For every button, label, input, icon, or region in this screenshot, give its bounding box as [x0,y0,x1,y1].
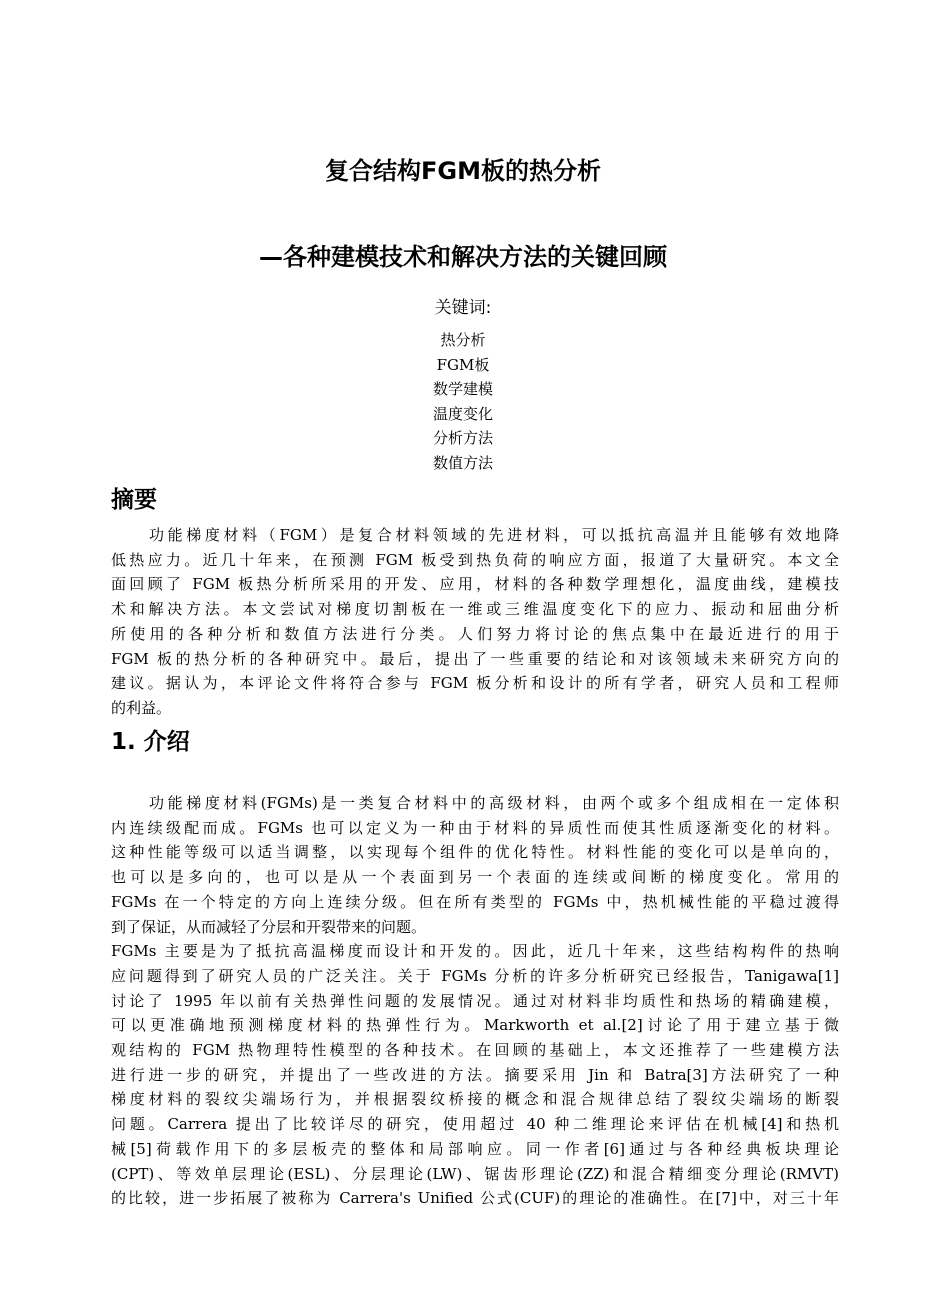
intro-line: 梯度材料的裂纹尖端场行为，并根据裂纹桥接的概念和混合规律总结了裂纹尖端场的断裂 [111,1090,839,1109]
introduction-body [111,791,839,1211]
intro-line: FGMs 主要是为了抵抗高温梯度而设计和开发的。因此，近几十年来，这些结构构件的热响 [111,942,839,961]
abstract-body [111,523,839,721]
intro-line: 到了保证，从而减轻了分层和开裂带来的问题。 [111,917,427,936]
intro-line: (CPT)、等效单层理论(ESL)、分层理论(LW)、锯齿形理论(ZZ)和混合精细变分理论(RMVT) [111,1164,839,1183]
abstract-line: FGM 板的热分析的各种研究中。最后，提出了一些重要的结论和对该领域未来研究方向的 [111,649,839,668]
abstract-line: 术和解决方法。本文尝试对梯度切割板在一维或三维温度变化下的应力、振动和屈曲分析 [111,600,839,619]
intro-line: 内连续级配而成。FGMs 也可以定义为一种由于材料的异质性而使其性质逐渐变化的材料。 [111,818,839,837]
intro-line: 观结构的 FGM 热物理特性模型的各种技术。在回顾的基础上，本文还推荐了一些建模方法 [111,1041,839,1060]
abstract-line: 的利益。 [111,698,172,717]
intro-line: 这种性能等级可以适当调整，以实现每个组件的优化特性。材料性能的变化可以是单向的， [111,843,839,862]
intro-line: 也可以是多向的，也可以是从一个表面到另一个表面的连续或间断的梯度变化。常用的 [111,868,839,887]
keyword-item: 数学建模 [432,380,493,398]
intro-line: 可以更准确地预测梯度材料的热弹性行为。Markworth et al.[2]讨论了用于建立基于微 [111,1016,839,1035]
abstract-line: 面回顾了 FGM 板热分析所采用的开发、应用，材料的各种数学理想化，温度曲线，建模技 [111,575,839,594]
keyword-item: FGM板 [436,355,490,374]
keyword-item: 分析方法 [432,429,493,447]
abstract-line: 所使用的各种分析和数值方法进行分类。人们努力将讨论的焦点集中在最近进行的用于 [111,624,839,643]
intro-line: 问题。Carrera 提出了比较详尽的研究，使用超过 40 种二维理论来评估在机械[4]和热机 [111,1115,839,1134]
intro-line: 的比较，进一步拓展了被称为 Carrera's Unified 公式(CUF)的理论的准确性。在[7]中，对三十年 [111,1189,839,1208]
keywords-label: 关键词: [434,298,492,318]
abstract-line: 功能梯度材料（FGM）是复合材料领域的先进材料，可以抵抗高温并且能够有效地降 [149,526,839,544]
abstract-heading: 摘要 [111,487,157,513]
keyword-item: 温度变化 [432,404,493,423]
intro-line: 功能梯度材料(FGMs)是一类复合材料中的高级材料，由两个或多个组成相在一定体积 [149,794,839,812]
intro-line: 进行进一步的研究，并提出了一些改进的方法。摘要采用 Jin 和 Batra[3]方法研究了一种 [111,1065,839,1084]
paper-subtitle: —各种建模技术和解决方法的关键回顾 [259,243,667,271]
intro-line: 讨论了 1995 年以前有关热弹性问题的发展情况。通过对材料非均质性和热场的精确建模， [111,991,839,1010]
abstract-line: 低热应力。近几十年来，在预测 FGM 板受到热负荷的响应方面，报道了大量研究。本文全 [111,550,839,569]
intro-line: FGMs 在一个特定的方向上连续分级。但在所有类型的 FGMs 中，热机械性能的平稳过渡得 [111,892,839,911]
keywords-list [0,328,926,475]
keyword-item: 数值方法 [432,453,493,472]
abstract-line: 建议。据认为，本评论文件将符合参与 FGM 板分析和设计的所有学者，研究人员和工程师 [111,674,839,693]
introduction-heading: 1. 介绍 [111,729,190,755]
intro-line: 械[5]荷载作用下的多层板壳的整体和局部响应。同一作者[6]通过与各种经典板块理论 [111,1139,839,1158]
keyword-item: 热分析 [440,331,486,349]
intro-line: 应问题得到了研究人员的广泛关注。关于 FGMs 分析的许多分析研究已经报告，Tanigawa[1] [111,966,839,985]
paper-title: 复合结构FGM板的热分析 [325,157,601,185]
